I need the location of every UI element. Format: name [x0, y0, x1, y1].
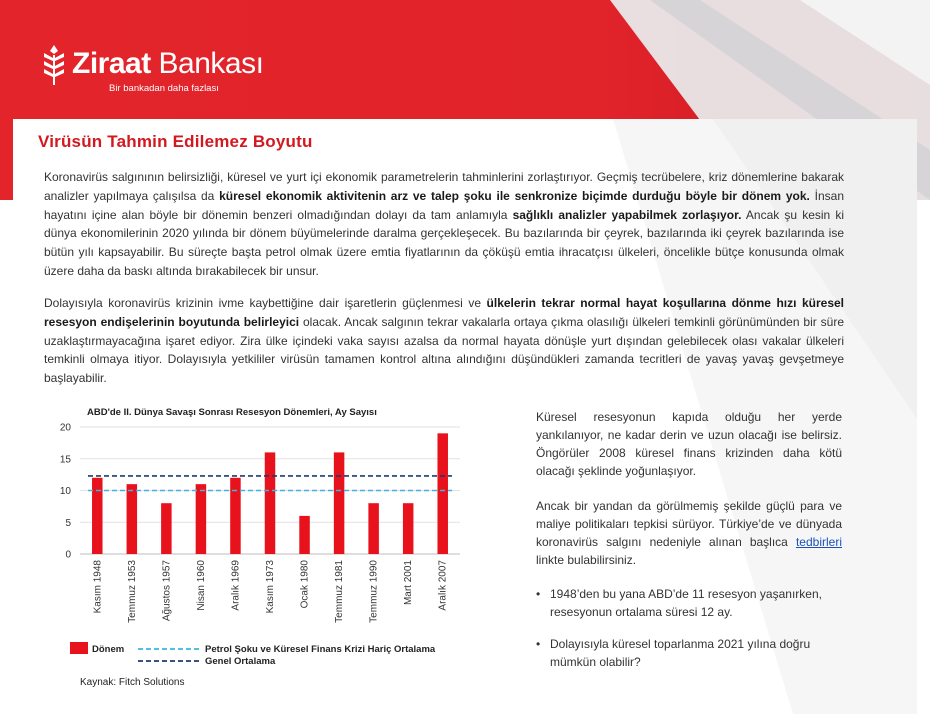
side-paragraph-1: Küresel resesyonun kapıda olduğu her yerde yankılanıyor, ne kadar derin ve uzun olacağı ise belirsiz. Öngörüler 2008 küresel finans krizinden daha kötü olacağı şeklinde yoğunlaşıyor.	[536, 410, 842, 478]
bar-11	[437, 433, 448, 554]
chart-source-note: Kaynak: Fitch Solutions	[80, 677, 185, 688]
chart-title: ABD'de II. Dünya Savaşı Sonrası Resesyon Dönemleri, Ay Sayısı	[87, 407, 377, 418]
x-tick-label: Mart 2001	[403, 560, 415, 606]
x-tick-label: Kasım 1973	[265, 560, 276, 614]
recession-chart-svg	[40, 400, 475, 695]
text-segment: Dolayısıyla koronavirüs krizinin ivme kaybettiğine dair işaretlerin güçlenmesi ve	[44, 296, 487, 310]
page-title: Virüsün Tahmin Edilemez Boyutu	[38, 132, 313, 151]
x-tick-label: Aralık 2007	[437, 560, 449, 611]
x-tick-label: Temmuz 1981	[334, 560, 346, 623]
brand-name: Ziraat Bankası	[72, 47, 264, 80]
x-tick-label: Nisan 1960	[195, 560, 207, 611]
y-tick-label: 0	[65, 549, 71, 561]
legend-label-bars: Dönem	[92, 644, 125, 655]
text-segment: Koronavirüs salgınının belirsizliği, küresel ve yurt içi ekonomik parametrelerin tahminlerini zorlaştırıyor. Geçmiş tecrübelere, kriz dönemlerine bakarak analizler yapılmaya çalışılsa da	[44, 170, 844, 203]
measures-link[interactable]: tedbirleri	[795, 535, 842, 549]
bar-4	[196, 484, 207, 554]
x-tick-label: Aralık 1969	[230, 560, 242, 611]
bullet-item: • Dolayısıyla küresel toparlanma 2021 yılına doğru mümkün olabilir?	[536, 635, 842, 671]
side-bullets	[536, 585, 842, 671]
recession-chart	[40, 400, 475, 695]
text-segment: olacak. Ancak salgının tekrar vakalarla ortaya çıkma olasılığı ülkeleri temkinli görünümünden bir süre uzaklaştırmayacağına işaret ediyor. Zira ülke içindeki vaka sayısı azalsa da normal hayata dönüşle yurt dışından gelebilecek olası vakalar ülkeleri temkinli olmaya itiyor. Dolayısıyla yetkililer virüsün tamamen kontrol altına alındığını düşündükleri zamanda tecritleri de yavaş yavaş gevşetmeye başlayabilir.	[44, 314, 845, 386]
side-commentary	[536, 408, 842, 685]
x-tick-label: Kasım 1948	[92, 560, 104, 614]
emphasis-text: ülkelerin tekrar normal hayat koşullarına dönme hızı küresel resesyon endişelerinin boyutunda belirleyici	[44, 296, 844, 329]
y-tick-label: 20	[59, 422, 71, 434]
bar-10	[403, 503, 414, 554]
x-tick-label: Temmuz 1990	[368, 560, 380, 623]
bar-9	[368, 503, 379, 554]
bullet-item: • 1948’den bu yana ABD’de 11 resesyon yaşanırken, resesyonun ortalama süresi 12 ay.	[536, 585, 842, 621]
y-tick-label: 10	[59, 486, 71, 497]
body-paragraph-2	[44, 294, 844, 388]
emphasis-text: sağlıklı analizler yapabilmek zorlaşıyor.	[512, 207, 742, 222]
legend-label-line-2: Genel Ortalama	[205, 656, 276, 667]
x-tick-label: Ocak 1980	[299, 560, 311, 609]
bar-3	[161, 503, 172, 554]
emphasis-text: küresel ekonomik aktivitenin arz ve talep şoku ile senkronize biçimde durduğu böyle bir dönem yok.	[219, 188, 810, 203]
side-paragraph-2: Ancak bir yandan da görülmemiş şekilde güçlü para ve maliye politikaları tepkisi sürüyor. Türkiye’de ve dünyada koronavirüs salgını nedeniyle alınan başlıca tedbirleri linkte bulabilirsiniz.	[536, 499, 842, 567]
x-tick-label: Ağustos 1957	[161, 560, 173, 622]
text-segment: İnsan hayatını içine alan böyle bir dönemin benzeri olmadığından dolayı da tam anlamıyla	[44, 188, 844, 222]
legend-swatch-bars	[70, 642, 88, 654]
text-segment: Ancak şu kesin ki dünya ekonomilerinin 2020 yılında bir dönem büyümelerinde daralma gerçekleşecek. Bu bazılarında bir çeyrek, bazılarında iki çeyrek bazılarında ise bütün yılı kapsayabilir. Bu süreçte başta petrol olmak üzere emtia fiyatlarının da çöküşü emtia ihracatçısı ülkeleri, öncelikle bütçe konusunda olmak üzere daha da baskı altında bırakabilecek bir unsur.	[44, 207, 845, 278]
y-tick-label: 5	[65, 517, 71, 529]
bar-7	[299, 516, 310, 554]
bar-8	[334, 452, 345, 554]
ziraat-wheat-logo-icon	[40, 43, 68, 87]
y-tick-label: 15	[59, 454, 71, 466]
bar-2	[127, 484, 137, 554]
bar-6	[265, 452, 276, 554]
body-paragraph-1	[44, 168, 844, 281]
brand-slogan: Bir bankadan daha fazlası	[109, 83, 219, 94]
bar-5	[230, 478, 241, 554]
x-tick-label: Temmuz 1953	[126, 560, 138, 623]
legend-label-line-1: Petrol Şoku ve Küresel Finans Krizi Hariç Ortalama	[205, 644, 436, 655]
bar-1	[92, 478, 103, 554]
